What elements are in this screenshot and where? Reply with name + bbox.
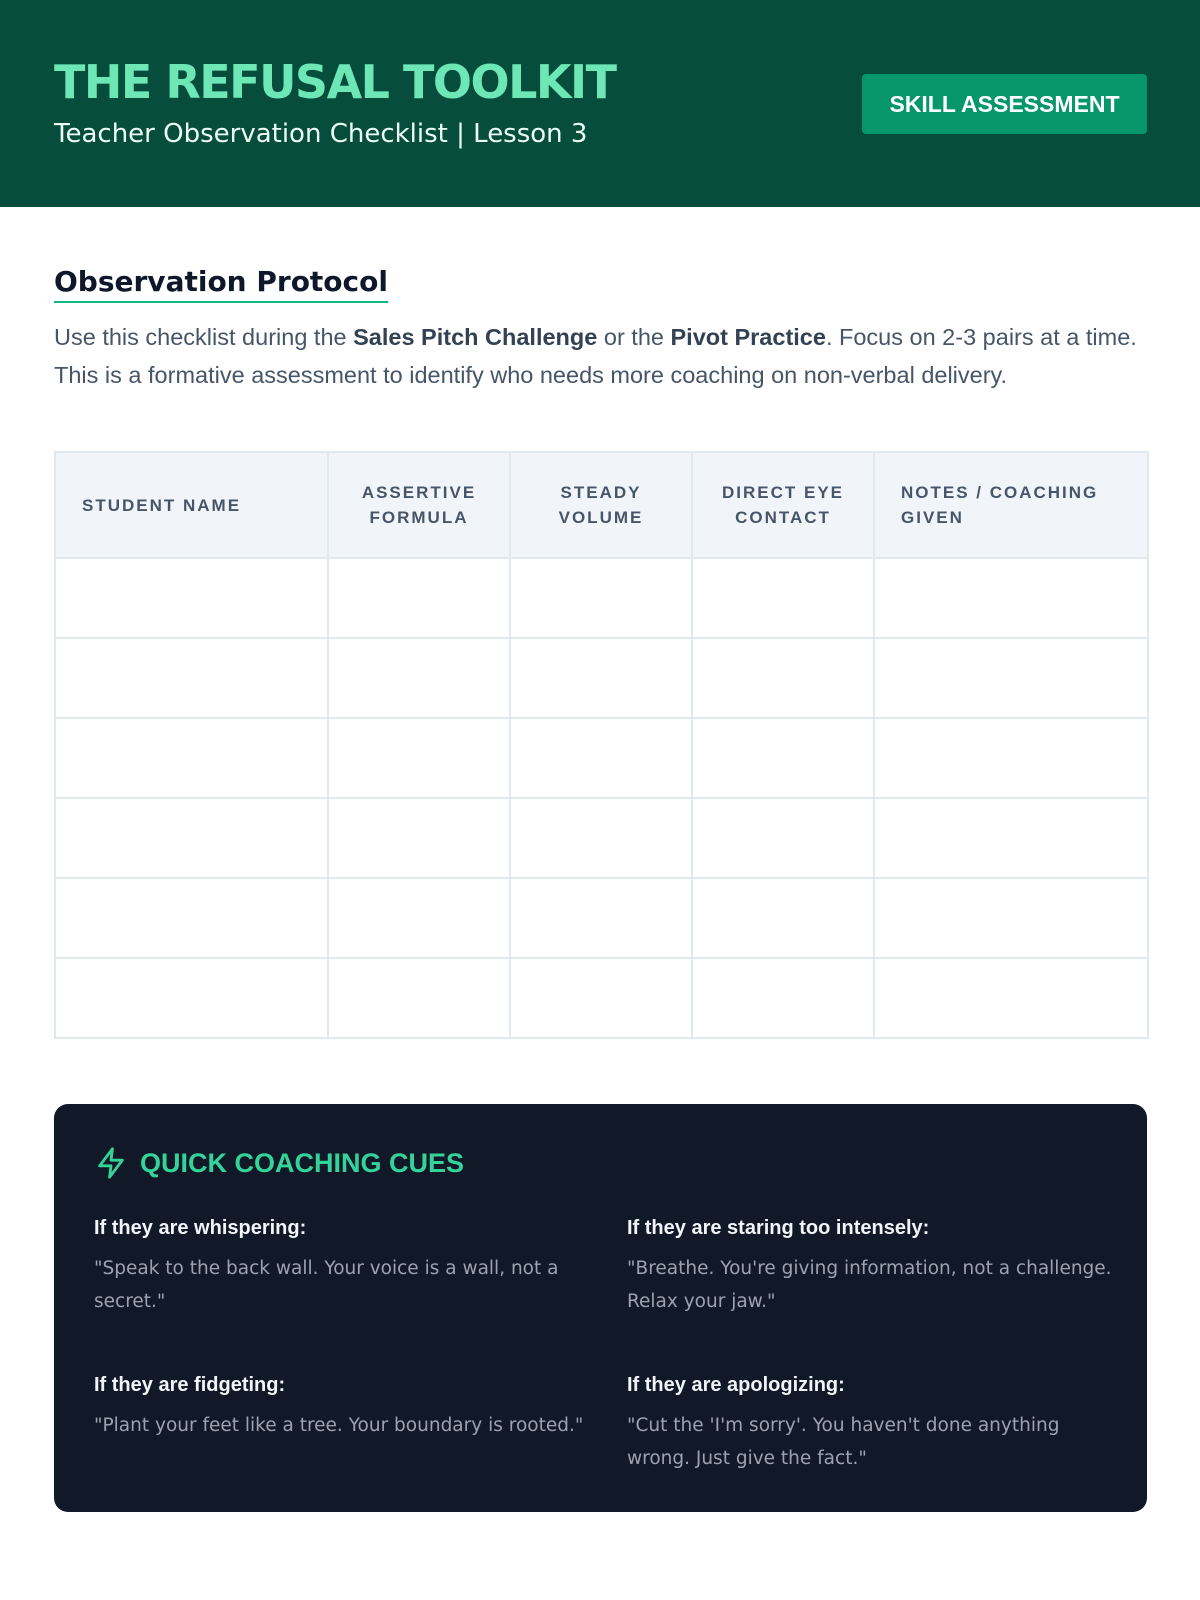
cue-quote: "Plant your feet like a tree. Your boundary is rooted." bbox=[94, 1415, 584, 1436]
cue-fidgeting bbox=[94, 1371, 584, 1442]
notes-cell[interactable] bbox=[874, 958, 1148, 1038]
column-header-assertive-formula: ASSERTIVE FORMULA bbox=[328, 452, 510, 558]
cue-whispering bbox=[94, 1214, 584, 1318]
notes-cell[interactable] bbox=[874, 558, 1148, 638]
assertive-formula-cell[interactable] bbox=[328, 638, 510, 718]
steady-volume-cell[interactable] bbox=[510, 798, 692, 878]
eye-contact-cell[interactable] bbox=[692, 718, 874, 798]
intro-suffix: . Focus on 2-3 pairs at a time. This is a formative assessment to identify who needs more coaching on non-verbal delivery. bbox=[54, 324, 1137, 388]
steady-volume-cell[interactable] bbox=[510, 878, 692, 958]
cue-label: If they are staring too intensely: bbox=[627, 1217, 930, 1239]
column-header-direct-eye-contact: DIRECT EYE CONTACT bbox=[692, 452, 874, 558]
lightning-icon bbox=[94, 1146, 128, 1180]
assertive-formula-cell[interactable] bbox=[328, 798, 510, 878]
coaching-cues-panel bbox=[54, 1104, 1147, 1512]
table-row bbox=[55, 638, 1148, 718]
steady-volume-cell[interactable] bbox=[510, 638, 692, 718]
intro-prefix: Use this checklist during the bbox=[54, 324, 354, 350]
page-subtitle: Teacher Observation Checklist | Lesson 3 bbox=[54, 119, 588, 149]
cue-label: If they are whispering: bbox=[94, 1217, 307, 1239]
cue-quote: "Speak to the back wall. Your voice is a wall, not a secret." bbox=[94, 1258, 559, 1312]
eye-contact-cell[interactable] bbox=[692, 558, 874, 638]
column-header-notes: NOTES / COACHING GIVEN bbox=[874, 452, 1148, 558]
notes-cell[interactable] bbox=[874, 718, 1148, 798]
coaching-cues-heading bbox=[94, 1146, 464, 1180]
assertive-formula-cell[interactable] bbox=[328, 718, 510, 798]
student-name-cell[interactable] bbox=[55, 958, 328, 1038]
student-name-cell[interactable] bbox=[55, 558, 328, 638]
intro-bold-pivot-practice: Pivot Practice bbox=[670, 324, 826, 350]
column-header-student-name: STUDENT NAME bbox=[55, 452, 328, 558]
cue-label: If they are fidgeting: bbox=[94, 1374, 286, 1396]
notes-cell[interactable] bbox=[874, 878, 1148, 958]
table-row bbox=[55, 958, 1148, 1038]
cue-quote: "Breathe. You're giving information, not a challenge. Relax your jaw." bbox=[627, 1258, 1112, 1312]
table-row bbox=[55, 558, 1148, 638]
eye-contact-cell[interactable] bbox=[692, 638, 874, 718]
intro-middle: or the bbox=[597, 324, 671, 350]
steady-volume-cell[interactable] bbox=[510, 718, 692, 798]
student-name-cell[interactable] bbox=[55, 878, 328, 958]
eye-contact-cell[interactable] bbox=[692, 798, 874, 878]
table-row bbox=[55, 718, 1148, 798]
observation-table bbox=[54, 451, 1149, 1039]
assertive-formula-cell[interactable] bbox=[328, 558, 510, 638]
header-banner bbox=[0, 0, 1200, 207]
eye-contact-cell[interactable] bbox=[692, 958, 874, 1038]
skill-assessment-badge: SKILL ASSESSMENT bbox=[862, 74, 1147, 134]
steady-volume-cell[interactable] bbox=[510, 958, 692, 1038]
section-title: Observation Protocol bbox=[54, 264, 388, 303]
cue-label: If they are apologizing: bbox=[627, 1374, 845, 1396]
eye-contact-cell[interactable] bbox=[692, 878, 874, 958]
student-name-cell[interactable] bbox=[55, 638, 328, 718]
notes-cell[interactable] bbox=[874, 638, 1148, 718]
table-row bbox=[55, 798, 1148, 878]
notes-cell[interactable] bbox=[874, 798, 1148, 878]
page-title: THE REFUSAL TOOLKIT bbox=[54, 55, 616, 109]
cue-staring bbox=[627, 1214, 1117, 1318]
intro-bold-sales-pitch: Sales Pitch Challenge bbox=[353, 324, 598, 350]
coaching-cues-title: QUICK COACHING CUES bbox=[140, 1147, 465, 1178]
student-name-cell[interactable] bbox=[55, 718, 328, 798]
table-row bbox=[55, 878, 1148, 958]
table-header-row bbox=[55, 452, 1148, 558]
protocol-intro bbox=[54, 318, 1154, 394]
student-name-cell[interactable] bbox=[55, 798, 328, 878]
cue-apologizing bbox=[627, 1371, 1117, 1475]
assertive-formula-cell[interactable] bbox=[328, 878, 510, 958]
steady-volume-cell[interactable] bbox=[510, 558, 692, 638]
cue-quote: "Cut the 'I'm sorry'. You haven't done anything wrong. Just give the fact." bbox=[627, 1415, 1060, 1469]
column-header-steady-volume: STEADY VOLUME bbox=[510, 452, 692, 558]
assertive-formula-cell[interactable] bbox=[328, 958, 510, 1038]
